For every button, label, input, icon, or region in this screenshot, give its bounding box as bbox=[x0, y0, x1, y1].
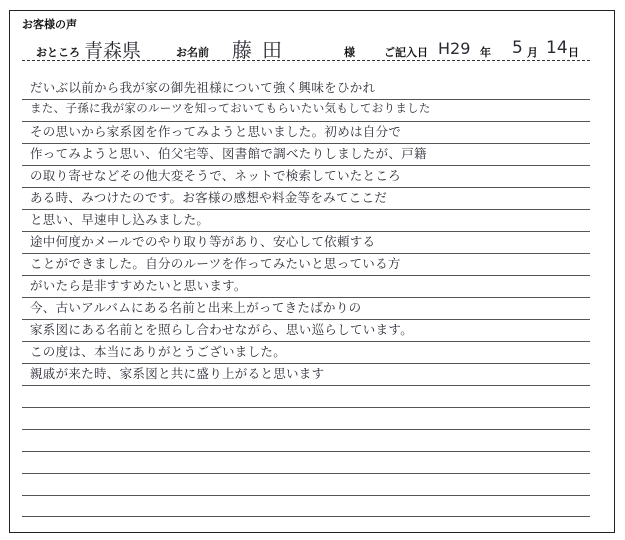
message-line: がいたら是非すすめたいと思います。 bbox=[30, 278, 247, 293]
ruled-line bbox=[22, 385, 590, 386]
day-value: 14 bbox=[546, 38, 568, 58]
name-label: お名前 bbox=[176, 46, 209, 59]
message-line: ことができました。自分のルーツを作ってみたいと思っている方 bbox=[30, 256, 401, 271]
ruled-line bbox=[22, 407, 590, 408]
message-line: 今、古いアルバムにある名前と出来上がってきたばかりの bbox=[30, 300, 362, 315]
message-line: だいぶ以前から我が家の御先祖様について強く興味をひかれ bbox=[30, 80, 376, 95]
address-label: おところ bbox=[36, 46, 80, 59]
ruled-line bbox=[22, 429, 590, 430]
address-value: 青森県 bbox=[84, 40, 142, 62]
name-value: 藤田 bbox=[232, 38, 292, 62]
message-line: 途中何度かメールでのやり取り等があり、安心して依頼する bbox=[30, 234, 376, 249]
message-line: その思いから家系図を作ってみようと思いました。初めは自分で bbox=[30, 124, 402, 139]
day-unit: 日 bbox=[568, 46, 579, 59]
message-line: と思い、早速申し込みました。 bbox=[30, 212, 210, 227]
ruled-line bbox=[22, 473, 590, 474]
ruled-line bbox=[22, 495, 590, 496]
year-unit: 年 bbox=[480, 46, 491, 59]
ruled-line bbox=[22, 451, 590, 452]
message-line: 作ってみようと思い、伯父宅等、図書館で調べたりしましたが、戸籍 bbox=[30, 146, 427, 161]
message-line: この度は、本当にありがとうございました。 bbox=[30, 344, 287, 359]
month-unit: 月 bbox=[527, 46, 538, 59]
message-line: 家系図にある名前とを照らし合わせながら、思い巡らしています。 bbox=[30, 322, 414, 337]
form-title: お客様の声 bbox=[22, 18, 77, 31]
message-line: ある時、みつけたのです。お客様の感想や料金等をみてここだ bbox=[30, 190, 388, 205]
date-label: ご記入日 bbox=[384, 46, 428, 59]
ruled-line bbox=[22, 516, 590, 517]
honorific: 様 bbox=[344, 46, 355, 59]
month-value: 5 bbox=[512, 38, 523, 58]
message-line: 親戚が来た時、家系図と共に盛り上がると思います bbox=[30, 366, 325, 381]
date-era-year: H29 bbox=[438, 39, 471, 58]
message-line: また、子孫に我が家のルーツを知っておいてもらいたい気もしておりました bbox=[30, 101, 431, 115]
message-line: の取り寄せなどその他大変そうで、ネットで検索していたところ bbox=[30, 168, 401, 183]
